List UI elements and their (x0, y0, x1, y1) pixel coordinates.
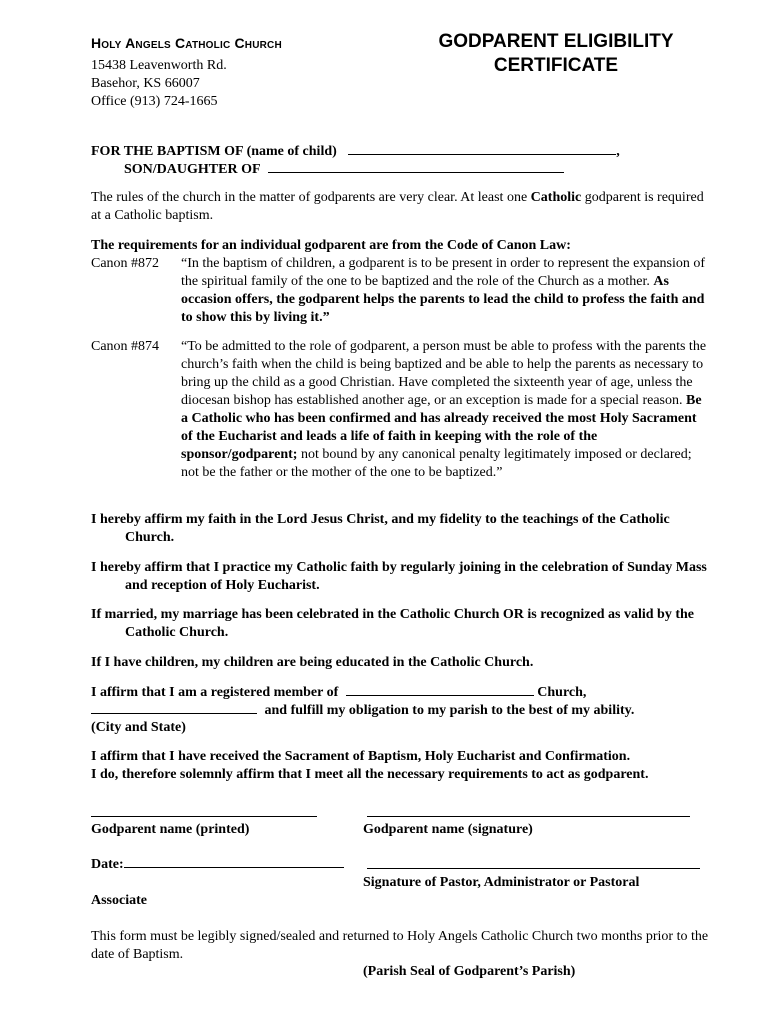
canon-874-text-plain: “To be admitted to the role of godparent, a person must be able to profess with the parents the church’s faith when the child is being baptized and be able to help the parents as necessary to bring up the child as a good Christian. Have completed the sixteenth year of age, unless the diocesan bishop has established another age, or an exception is made for a special reason. (181, 339, 707, 408)
associate-label: Associate (91, 893, 147, 908)
canon-874-text-end: not bound by any canonical penalty legitimately imposed or declared; not be the father or the mother of the one to be baptized.” (181, 447, 692, 480)
parents-name-field[interactable] (268, 160, 564, 173)
city-state-label: (City and State) (91, 720, 186, 735)
printed-name-line[interactable] (91, 816, 317, 817)
affirm-practice: I hereby affirm that I practice my Catholic faith by regularly joining in the celebration of Sunday Mass and reception of Holy Eucharist. (91, 560, 707, 593)
parents-row (124, 160, 564, 179)
rules-intro-text-end: godparent is required at a Catholic baptism. (91, 190, 704, 223)
affirm-member-label: I affirm that I am a registered member of (91, 685, 339, 700)
date-label: Date: (91, 857, 124, 872)
canon-872-text-bold: As occasion offers, the godparent helps the parents to lead the child to profess the faith and to show this by living it.” (181, 274, 705, 325)
church-address-line1: 15438 Leavenworth Rd. (91, 58, 227, 73)
return-note: This form must be legibly signed/sealed and returned to Holy Angels Catholic Church two months prior to the date of Baptism. (91, 929, 709, 962)
signature-line[interactable] (367, 816, 690, 817)
baptism-child-row (91, 142, 620, 161)
affirm-solemn: I do, therefore solemnly affirm that I meet all the necessary requirements to act as godparent. (91, 767, 649, 782)
baptism-child-label: FOR THE BAPTISM OF (name of child) (91, 144, 337, 159)
certificate-title-line1: GODPARENT ELIGIBILITY (438, 31, 674, 52)
canon-872-label: Canon #872 (91, 256, 160, 271)
rules-intro-catholic: Catholic (530, 190, 582, 205)
parish-name-field[interactable] (346, 683, 534, 696)
canon-heading: The requirements for an individual godparent are from the Code of Canon Law: (91, 238, 571, 253)
canon-874-text (181, 338, 711, 482)
date-row (91, 855, 344, 874)
affirm-children: If I have children, my children are being educated in the Catholic Church. (91, 655, 534, 670)
canon-874-label: Canon #874 (91, 339, 160, 354)
date-field[interactable] (124, 855, 344, 868)
rules-intro (91, 189, 711, 225)
church-address-line2: Basehor, KS 66007 (91, 76, 200, 91)
parish-seal-label: (Parish Seal of Godparent’s Parish) (363, 964, 576, 979)
printed-name-label: Godparent name (printed) (91, 822, 250, 837)
signature-label: Godparent name (signature) (363, 822, 533, 837)
parents-label: SON/DAUGHTER OF (124, 162, 260, 177)
canon-874-text-bold: Be a Catholic who has been confirmed and has already received the most Holy Sacrament of the Eucharist and leads a life of faith in keeping with the role of the sponsor/godparent; (181, 393, 702, 462)
child-name-field[interactable] (348, 142, 616, 155)
affirm-member-church: Church, (537, 685, 587, 700)
church-name: Holy Angels Catholic Church (91, 35, 282, 51)
rules-intro-text: The rules of the church in the matter of godparents are very clear. At least one (91, 190, 531, 205)
affirm-married: If married, my marriage has been celebrated in the Catholic Church OR is recognized as valid by the Catholic Church. (91, 607, 694, 640)
affirm-member-row (91, 683, 586, 702)
canon-872-text (181, 255, 711, 327)
church-office-phone: Office (913) 724-1665 (91, 94, 218, 109)
pastor-signature-line[interactable] (367, 868, 700, 869)
affirm-obligation-text: and fulfill my obligation to my parish to the best of my ability. (264, 703, 635, 718)
affirm-obligation-row (91, 701, 634, 720)
affirm-faith: I hereby affirm my faith in the Lord Jesus Christ, and my fidelity to the teachings of the Catholic Church. (91, 512, 670, 545)
affirm-sacraments: I affirm that I have received the Sacrament of Baptism, Holy Eucharist and Confirmation. (91, 749, 631, 764)
canon-872-text-plain: “In the baptism of children, a godparent is to be present in order to represent the expansion of the spiritual family of the one to be baptized and the role of the Church as a mother. (181, 256, 706, 289)
pastor-signature-label: Signature of Pastor, Administrator or Pastoral (363, 875, 640, 890)
child-name-comma: , (616, 144, 620, 159)
certificate-title-line2: CERTIFICATE (493, 55, 619, 76)
city-state-field[interactable] (91, 701, 257, 714)
